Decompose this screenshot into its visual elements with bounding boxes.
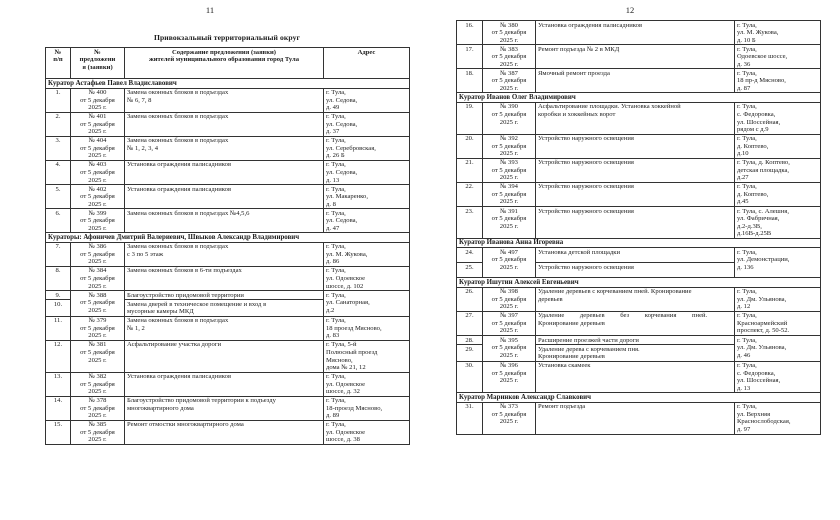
proposal-ref: № 393 от 5 декабря 2025 г. [483,158,536,182]
table-row [46,316,410,340]
proposal-description: Благоустройство придомовой территории [125,291,324,300]
proposal-ref: № 402 от 5 декабря 2025 г. [71,185,125,209]
row-number: 21. [457,158,483,182]
table-row [457,134,821,158]
table-row [46,242,410,266]
address: г. Тула, д. Коптево, д.45 [735,182,821,206]
table-row [46,112,410,136]
table-row [457,361,821,393]
proposal-description: Устройство наружного освещения [536,134,735,158]
proposal-ref: № 392 от 5 декабря 2025 г. [483,134,536,158]
curator-row [457,238,821,248]
row-number: 17. [457,45,483,69]
header-num: № п/п [46,48,71,79]
row-number: 22. [457,182,483,206]
proposal-description: Установка ограждения палисадников [536,21,735,45]
row-number: 28. [457,336,483,345]
proposal-description: Ремонт подъезда [536,402,735,434]
proposal-ref: № 373 от 5 декабря 2025 г. [483,402,536,434]
address: г. Тула, ул. Серебровская, д. 26 Б [324,136,410,160]
row-number: 10. [46,300,71,317]
proposal-ref: № 391 от 5 декабря 2025 г. [483,207,536,239]
table-row [457,287,821,311]
proposal-ref: № 397 от 5 декабря 2025 г. [483,311,536,335]
proposal-description: Установка скамеек [536,361,735,393]
table-header-row [46,48,410,79]
proposal-ref: № 381 от 5 декабря 2025 г. [71,340,125,372]
row-number: 5. [46,185,71,209]
proposal-description: Замена оконных блоков в подъездах №4,5,6 [125,209,324,233]
table-row [46,266,410,290]
table-row [457,158,821,182]
row-number: 4. [46,160,71,184]
table-row [46,160,410,184]
proposal-ref: № 396 от 5 декабря 2025 г. [483,361,536,393]
curator-row [46,79,410,89]
address: г. Тула, 18-проезд Мясново, д. 89 [324,396,410,420]
proposal-description: Замена оконных блоков в подъездах с 3 по 5 этаж [125,242,324,266]
proposal-ref: № 390 от 5 декабря 2025 г. [483,102,536,134]
table-row [457,336,821,345]
proposal-description: Замена оконных блоков в подъездах № 1, 2 [125,316,324,340]
address: г. Тула, ул. Одоевское шоссе, д. 102 [324,266,410,290]
page-number: 12 [625,5,635,15]
address: г. Тула, д. Коптево, д.10 [735,134,821,158]
address: г. Тула, ул. Демонстрации, д. 136 [735,248,821,278]
curator-name: Кураторы: Афоничев Дмитрий Валериевич, Швыков Александр Владимирович [46,233,410,243]
proposal-description: Замена оконных блоков в подъездах [125,112,324,136]
table-row [457,21,821,45]
proposals-table-right [456,20,821,435]
table-row [46,420,410,444]
row-number: 20. [457,134,483,158]
curator-name: Куратор Ишутин Алексей Евгеньевич [457,278,821,288]
proposal-description: Замена оконных блоков в подъездах № 1, 2, 3, 4 [125,136,324,160]
table-row [457,311,821,335]
header-proposal: № предложени я (заявки) [71,48,125,79]
table-row [457,102,821,134]
proposal-ref: № 400 от 5 декабря 2025 г. [71,88,125,112]
table-row [46,291,410,300]
row-number: 7. [46,242,71,266]
proposal-description: Устройство наружного освещения [536,207,735,239]
curator-row [457,278,821,288]
proposal-ref: № 379 от 5 декабря 2025 г. [71,316,125,340]
proposal-description: Замена оконных блоков в подъездах № 6, 7, 8 [125,88,324,112]
proposal-ref: № 378 от 5 декабря 2025 г. [71,396,125,420]
proposal-description: Удаление деревьев без корчевания пней. Кронирование деревьев [536,311,735,335]
proposal-ref: № 382 от 5 декабря 2025 г. [71,372,125,396]
table-row [46,396,410,420]
header-content: Содержание предложения (заявки) жителей муниципального образования город Тула [125,48,324,79]
address: г. Тула, ул. Одоевское шоссе, д. 38 [324,420,410,444]
proposal-description: Асфальтирование участка дороги [125,340,324,372]
row-number: 26. [457,287,483,311]
row-number: 16. [457,21,483,45]
table-row [46,185,410,209]
table-row [46,209,410,233]
row-number: 11. [46,316,71,340]
address: г. Тула, Одоевское шоссе, д. 36 [735,45,821,69]
proposal-ref: № 394 от 5 декабря 2025 г. [483,182,536,206]
address: г. Тула, ул. Седова, д. 37 [324,112,410,136]
row-number: 8. [46,266,71,290]
table-row [457,182,821,206]
address: г. Тула, ул. Верхняя Краснослободская, д. 97 [735,402,821,434]
proposal-description: Ямочный ремонт проезда [536,69,735,93]
row-number: 1. [46,88,71,112]
table-row [457,248,821,263]
proposal-description: Расширение проезжей части дороги [536,336,735,345]
proposal-ref: № 399 от 5 декабря 2025 г. [71,209,125,233]
address: г. Тула, д. Коптево, детская площадка, д.27 [735,158,821,182]
table-row [46,372,410,396]
row-number: 9. [46,291,71,300]
section-title: Привокзальный территориальный округ [153,33,301,42]
proposal-ref: № 386 от 5 декабря 2025 г. [71,242,125,266]
curator-name: Куратор Астафьев Павел Владиславович [46,79,410,89]
proposals-table-left [45,47,410,445]
proposal-description: Удаление деревьев с корчеванием пней. Кронирование деревьев [536,287,735,311]
table-row [457,207,821,239]
row-number: 19. [457,102,483,134]
proposal-ref: № 383 от 5 декабря 2025 г. [483,45,536,69]
row-number: 14. [46,396,71,420]
proposal-description: Ремонт отмостки многоквартирного дома [125,420,324,444]
row-number: 3. [46,136,71,160]
proposal-description: Асфальтирование площадки. Установка хоккейной коробки и хоккейных ворот [536,102,735,134]
proposal-ref: № 404 от 5 декабря 2025 г. [71,136,125,160]
proposal-description: Устройство наружного освещения [536,182,735,206]
table-row [457,402,821,434]
address: г. Тула, ул. Седова, д. 47 [324,209,410,233]
proposal-ref: № 395 от 5 декабря 2025 г. [483,336,536,362]
page-12 [420,0,840,520]
proposal-description: Замена оконных блоков в 6-ти подъездах [125,266,324,290]
proposal-description: Установка ограждения палисадников [125,160,324,184]
proposal-ref: № 403 от 5 декабря 2025 г. [71,160,125,184]
proposal-description: Удаление дерева с корчеванием пня. Кронирование деревьев [536,345,735,362]
address: г. Тула, 18 пр-д Мясново, д. 87 [735,69,821,93]
address: г. Тула, ул. Седова, д. 13 [324,160,410,184]
address: г. Тула, с. Федоровка, ул. Шоссейная, рядом с д.9 [735,102,821,134]
proposal-description: Установка ограждения палисадников [125,372,324,396]
row-number: 25. [457,263,483,278]
proposal-description: Благоустройство придомовой территории к подъезду многоквартирного дома [125,396,324,420]
proposal-ref: № 385 от 5 декабря 2025 г. [71,420,125,444]
proposal-ref: № 384 от 5 декабря 2025 г. [71,266,125,290]
table-row [46,340,410,372]
row-number: 18. [457,69,483,93]
table-row [457,69,821,93]
proposal-ref: № 398 от 5 декабря 2025 г. [483,287,536,311]
address: г. Тула, ул. Седова, д. 49 [324,88,410,112]
table-row [457,45,821,69]
address: г. Тула, ул. М. Жукова, д. 10 Б [735,21,821,45]
address: г. Тула, 18 проезд Мясново, д. 83 [324,316,410,340]
curator-name: Куратор Иванова Анна Игоревна [457,238,821,248]
address: г. Тула, 5-й Полюсный проезд Мясново, дома № 21, 12 [324,340,410,372]
proposal-description: Установка ограждения палисадников [125,185,324,209]
address: г. Тула, ул. Макаренко, д. 8 [324,185,410,209]
proposal-ref: № 401 от 5 декабря 2025 г. [71,112,125,136]
row-number: 15. [46,420,71,444]
row-number: 2. [46,112,71,136]
row-number: 24. [457,248,483,263]
curator-row [457,393,821,403]
curator-row [457,93,821,103]
row-number: 29. [457,345,483,362]
header-address: Адрес [324,48,410,79]
row-number: 12. [46,340,71,372]
curator-name: Куратор Иванов Олег Владимирович [457,93,821,103]
table-row [46,136,410,160]
row-number: 30. [457,361,483,393]
curator-name: Куратор Маринков Александр Славкович [457,393,821,403]
proposal-description: Ремонт подъезда № 2 в МКД [536,45,735,69]
proposal-ref: № 388 от 5 декабря 2025 г. [71,291,125,317]
proposal-description: Замена дверей в техническое помещение и вход в мусорные камеры МКД [125,300,324,317]
proposal-description: Установка детской площадки [536,248,735,263]
proposal-ref: № 497 от 5 декабря 2025 г. [483,248,536,278]
address: г. Тула, с. Федоровка, ул. Шоссейная, д. 13 [735,361,821,393]
address: г. Тула, Красноармейский проспект, д. 50-52. [735,311,821,335]
address: г. Тула, ул. Санаторная, д.2 [324,291,410,317]
proposal-description: Устройство наружного освещения [536,263,735,278]
address: г. Тула, ул. Дм. Ульянова, д. 12 [735,287,821,311]
row-number: 6. [46,209,71,233]
address: г. Тула, ул. М. Жукова, д. 86 [324,242,410,266]
row-number: 13. [46,372,71,396]
address: г. Тула, ул. Дм. Ульянова, д. 46 [735,336,821,362]
table-row [46,88,410,112]
row-number: 23. [457,207,483,239]
proposal-ref: № 380 от 5 декабря 2025 г. [483,21,536,45]
curator-row [46,233,410,243]
proposal-description: Устройство наружного освещения [536,158,735,182]
address: г. Тула, ул. Одоевское шоссе, д. 32 [324,372,410,396]
row-number: 31. [457,402,483,434]
page-number: 11 [205,5,215,15]
address: г. Тула, с. Алешня, ул. Фабричная, д.2-д.3В, д.16В-д.25В [735,207,821,239]
row-number: 27. [457,311,483,335]
proposal-ref: № 387 от 5 декабря 2025 г. [483,69,536,93]
